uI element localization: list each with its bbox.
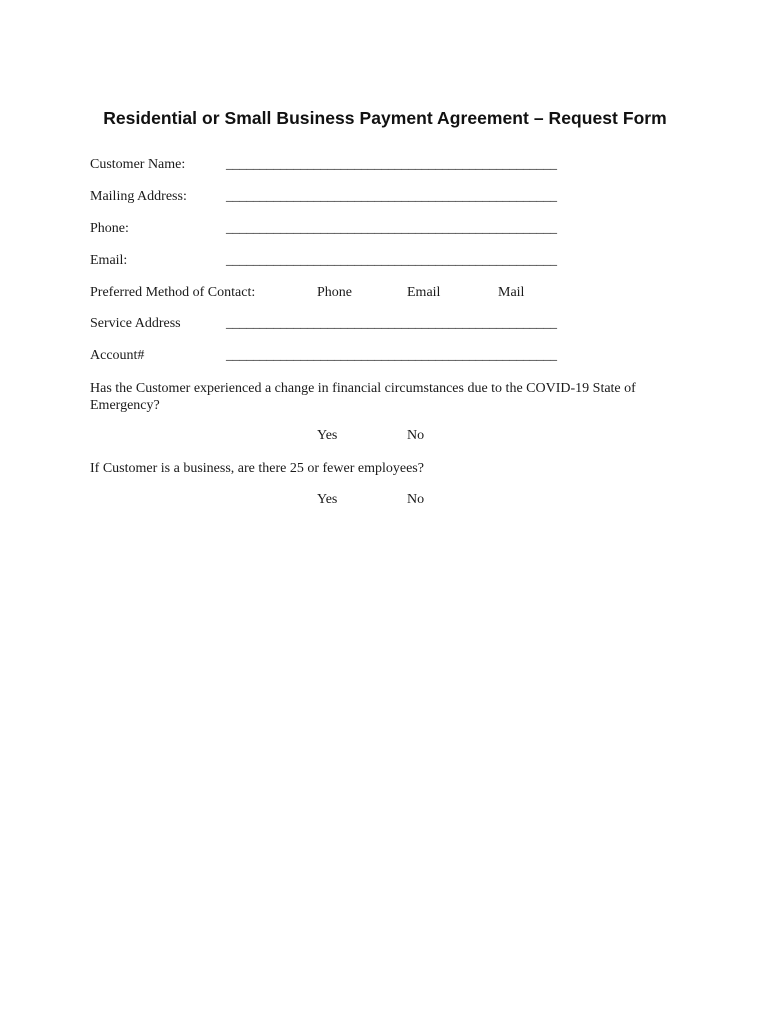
covid-option-yes[interactable]: Yes [317,428,338,443]
email-label: Email: [90,253,128,268]
business-option-no[interactable]: No [407,492,425,507]
account-field[interactable]: _________________________________________________ [226,348,557,363]
form-title: Residential or Small Business Payment Agreement – Request Form [103,108,667,128]
service-address-field[interactable]: _________________________________________________ [226,316,557,331]
customer-name-label: Customer Name: [90,157,186,172]
business-option-yes[interactable]: Yes [317,492,338,507]
mailing-address-field[interactable]: _________________________________________________ [226,189,557,204]
mailing-address-label: Mailing Address: [90,189,187,204]
contact-option-email[interactable]: Email [407,285,441,300]
service-address-label: Service Address [90,316,181,331]
contact-method-label: Preferred Method of Contact: [90,285,256,300]
email-field[interactable]: _________________________________________________ [226,253,557,268]
phone-label: Phone: [90,221,129,236]
contact-option-phone[interactable]: Phone [317,285,352,300]
customer-name-field[interactable]: _________________________________________________ [226,157,557,172]
phone-field[interactable]: _________________________________________________ [226,221,557,236]
account-label: Account# [90,348,145,363]
covid-question: Has the Customer experienced a change in financial circumstances due to the COVID-19 State of Emergency? [90,381,636,413]
contact-option-mail[interactable]: Mail [498,285,525,300]
business-question: If Customer is a business, are there 25 or fewer employees? [90,461,424,476]
covid-option-no[interactable]: No [407,428,425,443]
